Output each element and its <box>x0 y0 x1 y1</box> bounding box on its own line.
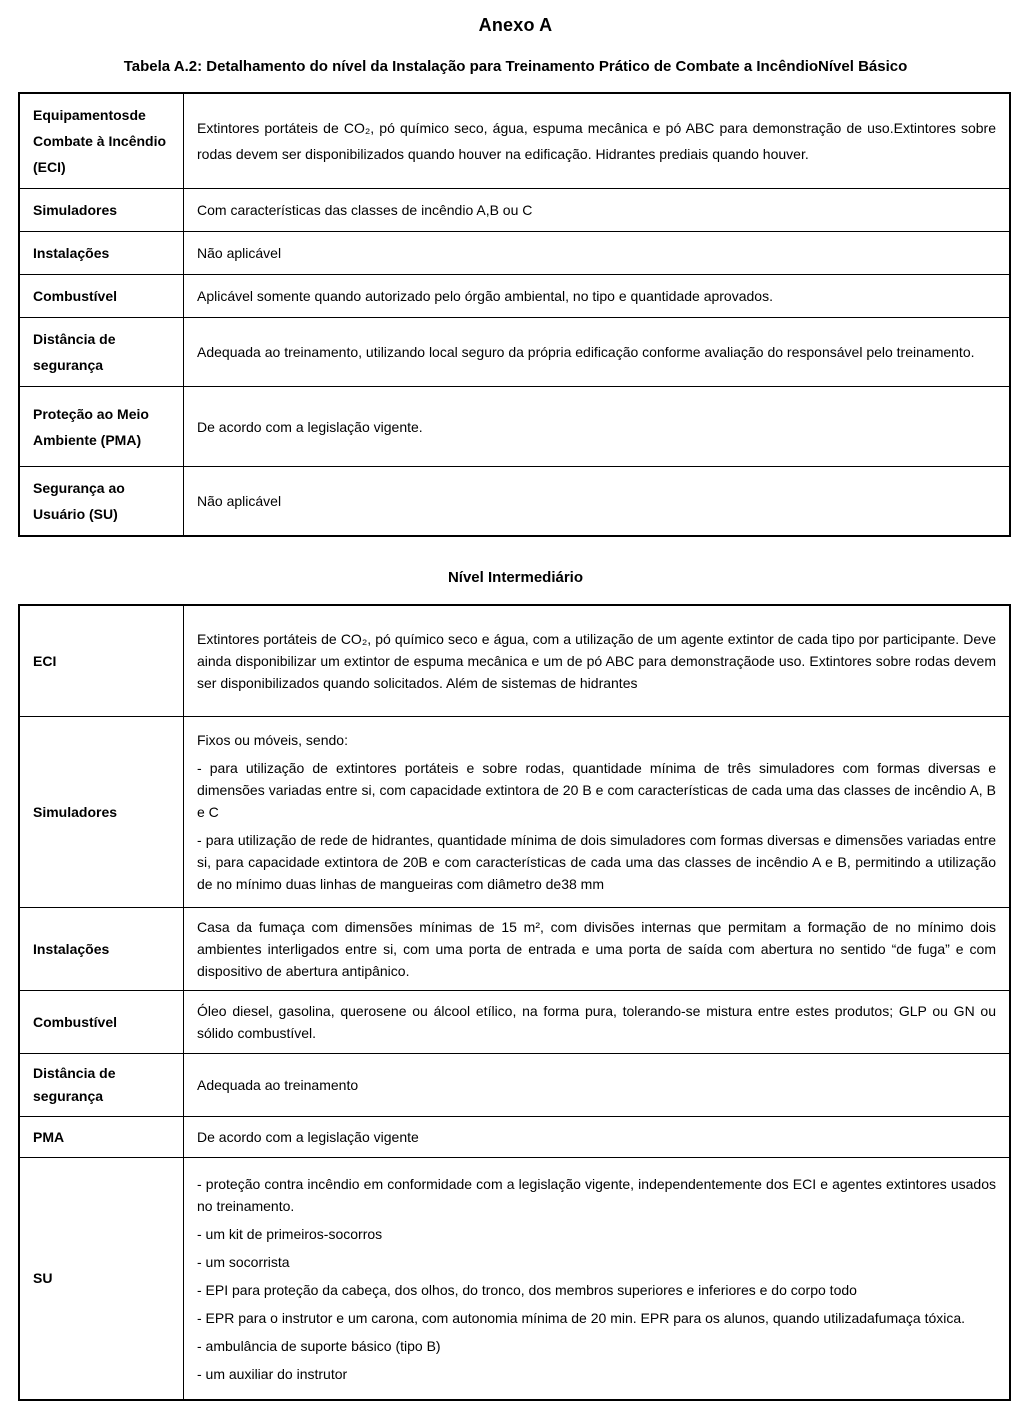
row-label: Instalações <box>20 232 184 274</box>
paragraph: Fixos ou móveis, sendo: <box>197 732 348 748</box>
table-row <box>20 1116 1009 1157</box>
paragraph: - EPR para o instrutor e um carona, com autonomia mínima de 20 min. EPR para os alunos, quando utilizadafumaça tóxica. <box>197 1309 966 1326</box>
paragraph: Não aplicável <box>197 493 282 509</box>
paragraph: - para utilização de rede de hidrantes, quantidade mínima de dois simuladores com formas diversas e dimensões variadas entre si, para capacidade extintora de 20B e com características de cada uma das classes de incêndio A e B, permitindo a utilização de no mínimo duas linhas de mangueiras com diâmetro de38 mm <box>197 832 996 892</box>
row-content <box>184 467 1009 535</box>
row-label: Segurança ao Usuário (SU) <box>20 467 184 535</box>
table-row <box>20 907 1009 990</box>
row-label: Equipamentosde Combate à Incêndio (ECI) <box>20 94 184 188</box>
document-page <box>0 13 1031 1401</box>
page-title: Anexo A <box>478 15 553 35</box>
row-label: Proteção ao Meio Ambiente (PMA) <box>20 387 184 466</box>
table-row <box>20 1157 1009 1399</box>
paragraph: - EPI para proteção da cabeça, dos olhos, do tronco, dos membros superiores e inferiores e do corpo todo <box>197 1281 857 1298</box>
row-label: Distância de segurança <box>20 318 184 386</box>
row-label: SU <box>20 1158 184 1399</box>
paragraph: Adequada ao treinamento, utilizando local seguro da própria edificação conforme avaliação do responsável pelo treinamento. <box>197 344 975 360</box>
row-label: Simuladores <box>20 189 184 231</box>
row-content <box>184 991 1009 1053</box>
row-content <box>184 94 1009 188</box>
table-row <box>20 466 1009 535</box>
paragraph: De acordo com a legislação vigente <box>197 1129 419 1145</box>
paragraph: - para utilização de extintores portáteis e sobre rodas, quantidade mínima de três simuladores com formas diversas e dimensões variadas entre si, com capacidade extintora de 20 B e com características de cada uma das classes de incêndio A, B e C <box>197 760 996 820</box>
intermediate-table-caption: Nível Intermediário <box>447 569 584 586</box>
paragraph: Casa da fumaça com dimensões mínimas de 15 m², com divisões internas que permitam a formação de no mínimo dois ambientes interligados entre si, com uma porta de entrada e uma porta de saída com abertura no sentido “de fuga” e com dispositivo de abertura antipânico. <box>197 919 996 979</box>
paragraph: - um kit de primeiros-socorros <box>197 1225 383 1242</box>
paragraph: - proteção contra incêndio em conformidade com a legislação vigente, independentemente dos ECI e agentes extintores usados no treinamento. <box>197 1175 996 1214</box>
paragraph: Aplicável somente quando autorizado pelo órgão ambiental, no tipo e quantidade aprovados. <box>197 288 773 304</box>
paragraph: Óleo diesel, gasolina, querosene ou álcool etílico, na forma pura, tolerando-se mistura entre estes produtos; GLP ou GN ou sólido combustível. <box>197 1003 996 1041</box>
row-content <box>184 908 1009 990</box>
row-label: Simuladores <box>20 717 184 907</box>
paragraph: - um auxiliar do instrutor <box>197 1365 348 1382</box>
row-content <box>184 189 1009 231</box>
paragraph: - um socorrista <box>197 1253 290 1270</box>
table-row <box>20 317 1009 386</box>
table-row <box>20 606 1009 716</box>
paragraph: De acordo com a legislação vigente. <box>197 418 423 435</box>
row-content <box>184 318 1009 386</box>
row-content <box>184 387 1009 466</box>
paragraph: - ambulância de suporte básico (tipo B) <box>197 1337 441 1354</box>
table-row <box>20 386 1009 466</box>
table-row <box>20 1053 1009 1116</box>
basic-table <box>18 92 1011 537</box>
table-row <box>20 990 1009 1053</box>
paragraph: Com características das classes de incêndio A,B ou C <box>197 202 533 218</box>
row-label: Combustível <box>20 275 184 317</box>
table-row <box>20 274 1009 317</box>
row-content <box>184 606 1009 716</box>
row-label: PMA <box>20 1117 184 1157</box>
row-content <box>184 275 1009 317</box>
row-label: Distância de segurança <box>20 1054 184 1116</box>
row-label: Instalações <box>20 908 184 990</box>
table-row <box>20 716 1009 907</box>
intermediate-table <box>18 604 1011 1401</box>
row-content <box>184 1054 1009 1116</box>
basic-table-caption: Tabela A.2: Detalhamento do nível da Instalação para Treinamento Prático de Combate a IncêndioNível Básico <box>123 58 908 75</box>
paragraph: Adequada ao treinamento <box>197 1077 359 1093</box>
table-row <box>20 231 1009 274</box>
table-row <box>20 94 1009 188</box>
row-label: Combustível <box>20 991 184 1053</box>
paragraph: Não aplicável <box>197 245 282 261</box>
paragraph: Extintores portáteis de CO₂, pó químico seco, água, espuma mecânica e pó ABC para demonstração de uso.Extintores sobre rodas devem ser disponibilizados quando houver na edificação. Hidrantes prediais quando houver. <box>197 120 996 162</box>
row-label: ECI <box>20 606 184 716</box>
paragraph: Extintores portáteis de CO₂, pó químico seco e água, com a utilização de um agente extintor de cada tipo por participante. Deve ainda disponibilizar um extintor de espuma mecânica e um de pó ABC para demonstraçãode uso. Extintores sobre rodas devem ser disponibilizados quando solicitados. Além de sistemas de hidrantes <box>197 631 996 691</box>
row-content <box>184 232 1009 274</box>
row-content <box>184 1117 1009 1157</box>
table-row <box>20 188 1009 231</box>
row-content <box>184 717 1009 907</box>
row-content <box>184 1158 1009 1399</box>
